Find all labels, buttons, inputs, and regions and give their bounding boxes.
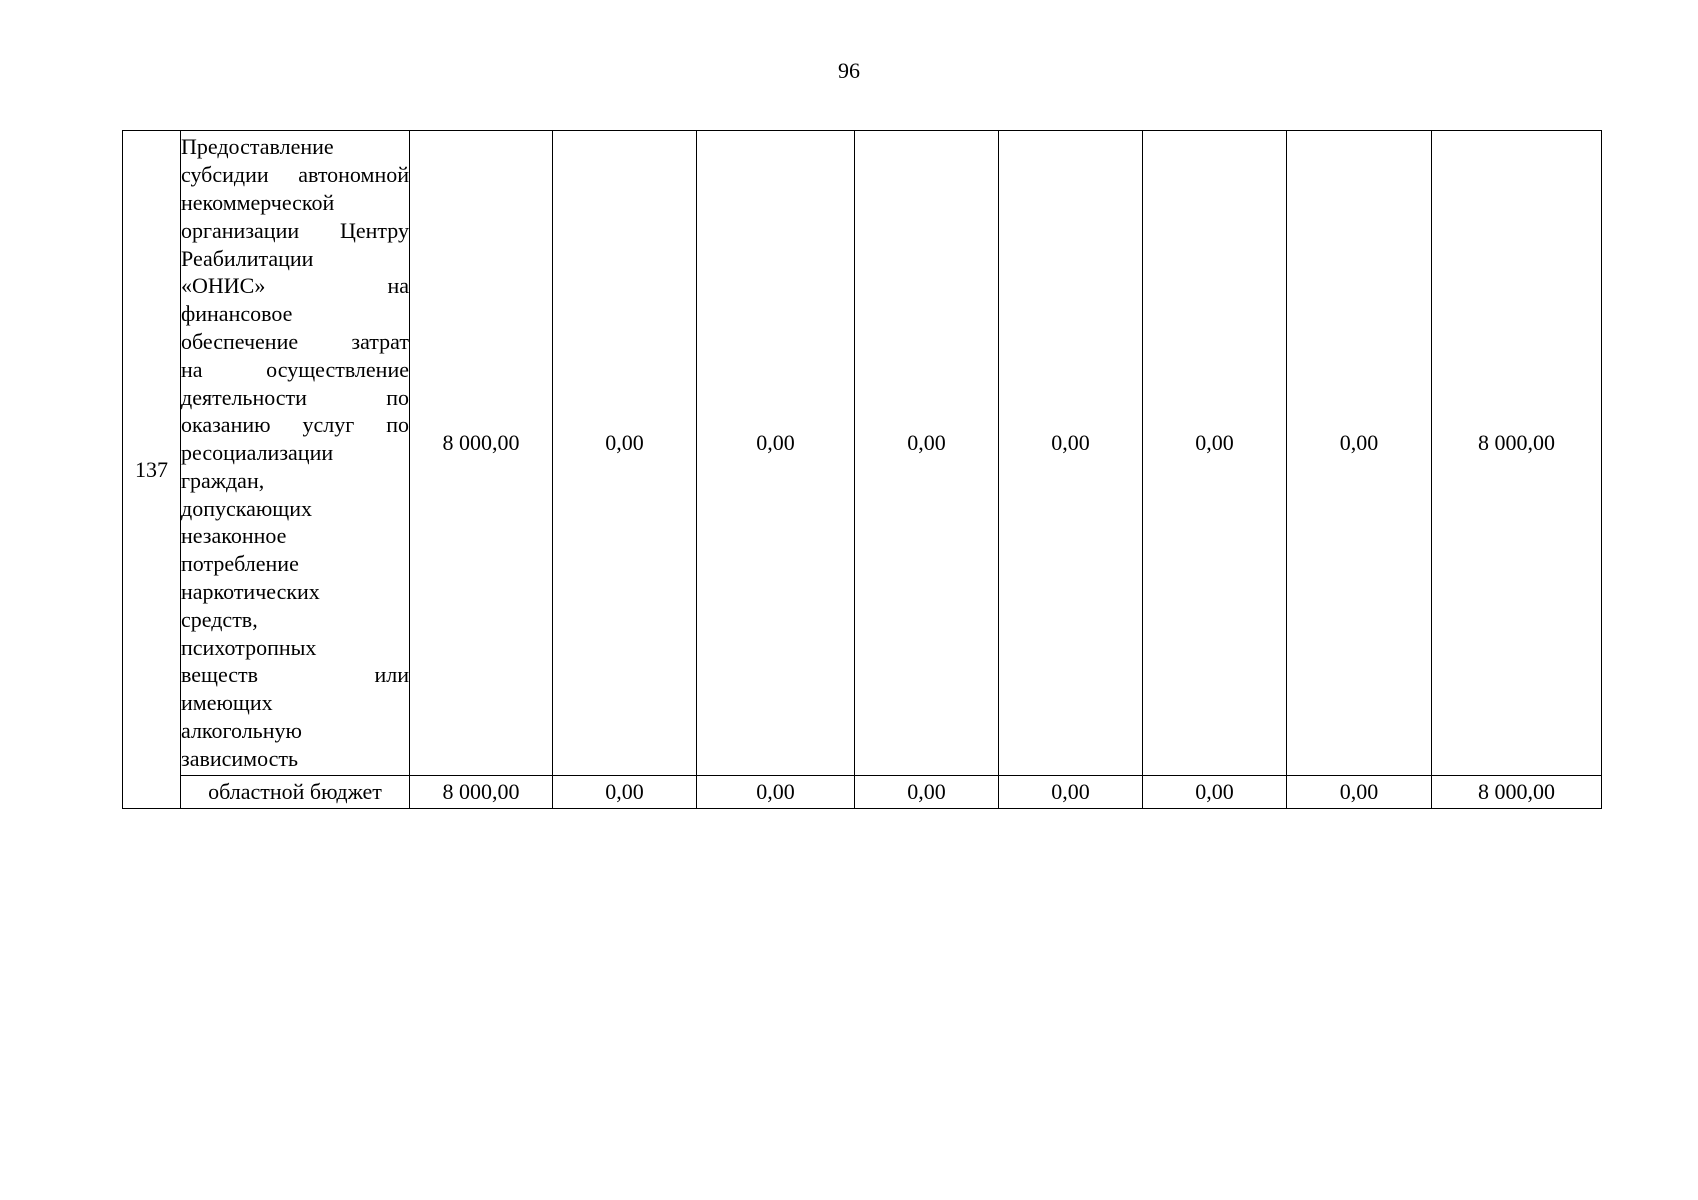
value-cell: 0,00 [1287,776,1432,809]
page-number: 96 [838,58,860,83]
value-cell: 0,00 [999,776,1143,809]
description-line: имеющих [181,690,273,716]
value-cell: 0,00 [697,131,855,776]
description-line: оказанию услуг по [181,412,409,438]
description-line: средств, [181,606,258,632]
value-cell: 8 000,00 [410,131,553,776]
value-cell: 0,00 [553,776,697,809]
value-cell: 0,00 [1287,131,1432,776]
description-line: на осуществление [181,356,409,382]
total-value-cell: 8 000,00 [1432,131,1602,776]
value-cell: 0,00 [1143,131,1287,776]
description-line: допускающих [181,495,313,521]
budget-table [122,130,1602,809]
value-cell: 0,00 [999,131,1143,776]
description-line: Предоставление [181,134,334,160]
description-line: обеспечение затрат [181,328,409,354]
description-line: субсидии автономной [181,162,409,188]
description-line: некоммерческой [181,189,335,215]
row-number-cell [123,131,181,809]
description-line: финансовое [181,301,293,327]
description-line: потребление [181,551,299,577]
value-cell: 8 000,00 [410,776,553,809]
value-cell: 0,00 [1143,776,1287,809]
value-cell: 0,00 [855,131,999,776]
description-line: деятельности по [181,384,409,410]
table-row [123,776,1602,809]
description-line: организации Центру [181,217,409,243]
description-line: наркотических [181,579,320,605]
table-row [123,131,1602,776]
value-cell: 0,00 [697,776,855,809]
description-line: незаконное [181,523,287,549]
description-line: психотропных [181,634,317,660]
description-line: ресоциализации [181,440,334,466]
description-line: веществ или [181,662,409,688]
total-value-cell: 8 000,00 [1432,776,1602,809]
funding-source-cell: областной бюджет [181,776,410,809]
description-line: Реабилитации [181,245,314,271]
row-number: 137 [135,456,168,482]
description-line: зависимость [181,745,299,771]
description-line: граждан, [181,467,265,493]
value-cell: 0,00 [553,131,697,776]
description-cell [181,131,410,776]
description-line: «ОНИС» на [181,273,409,299]
description-line: алкогольную [181,718,302,744]
value-cell: 0,00 [855,776,999,809]
